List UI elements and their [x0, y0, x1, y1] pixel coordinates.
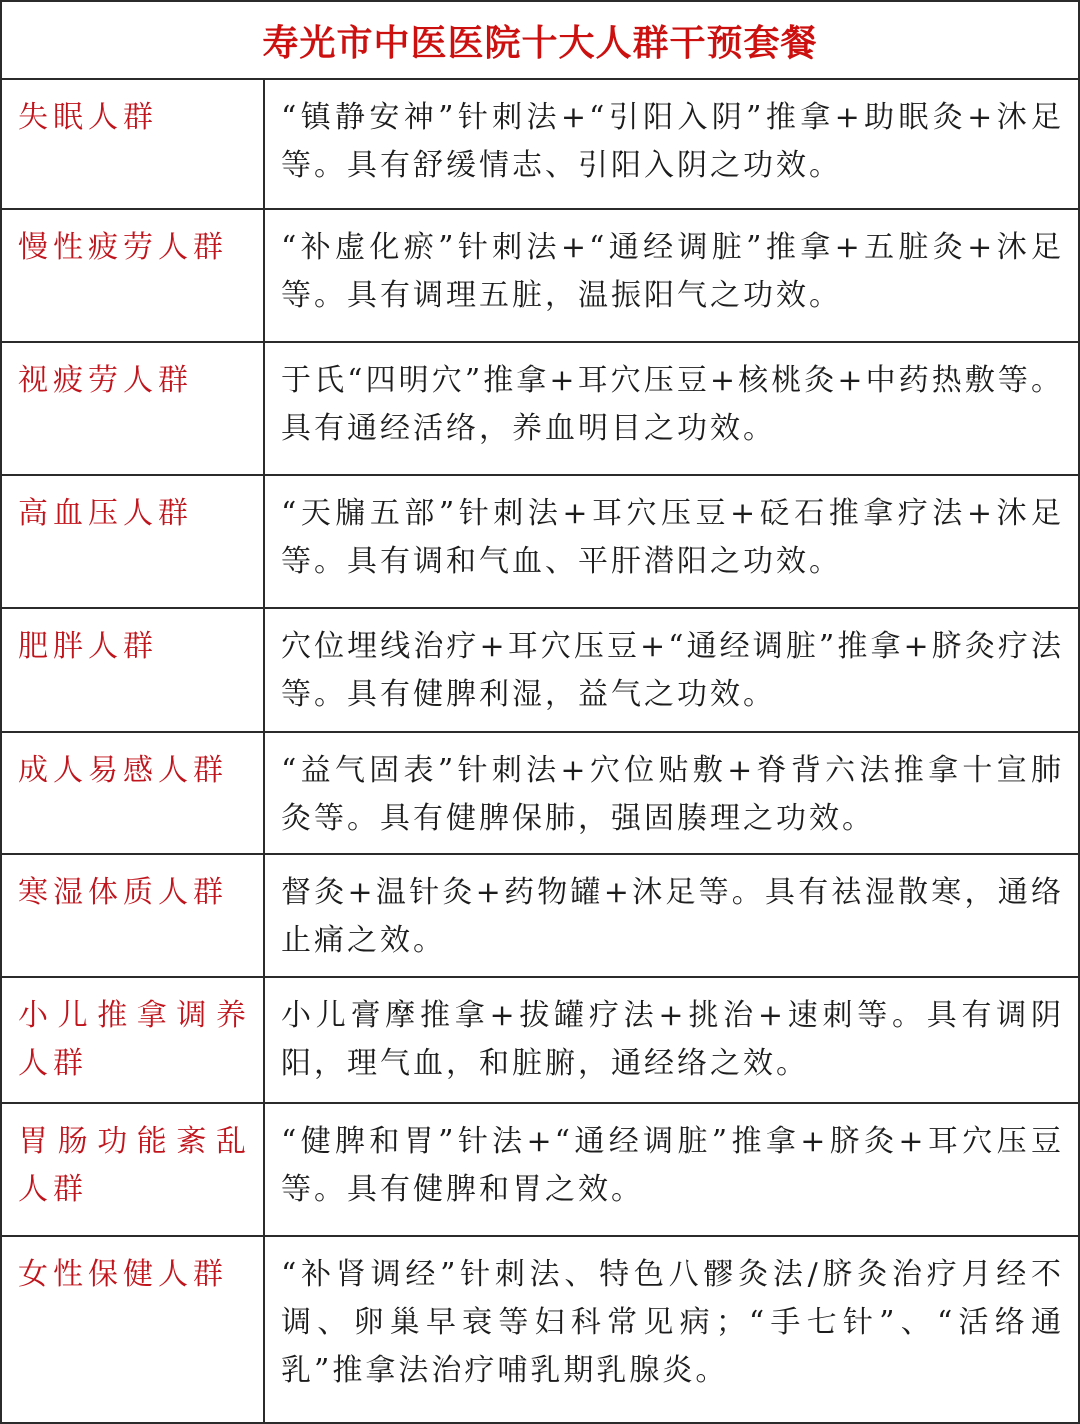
group-name: 肥胖人群: [1, 608, 264, 732]
package-description: “补肾调经”针刺法、特色八髎灸法/脐灸治疗月经不调、卵巢早衰等妇科常见病；“手七针”、“活络通乳”推拿法治疗哺乳期乳腺炎。: [264, 1236, 1079, 1423]
table-row: [1, 1103, 1079, 1236]
group-name: 失眠人群: [1, 79, 264, 209]
table-row: [1, 1236, 1079, 1423]
group-name: 女性保健人群: [1, 1236, 264, 1423]
group-name: 成人易感人群: [1, 732, 264, 854]
table-row: [1, 977, 1079, 1103]
group-name: 慢性疲劳人群: [1, 209, 264, 342]
group-name: 寒湿体质人群: [1, 854, 264, 977]
package-description: “补虚化瘀”针刺法+“通经调脏”推拿+五脏灸+沐足等。具有调理五脏，温振阳气之功效。: [264, 209, 1079, 342]
table-row: [1, 608, 1079, 732]
package-description: 于氏“四明穴”推拿+耳穴压豆+核桃灸+中药热敷等。具有通经活络，养血明目之功效。: [264, 342, 1079, 475]
table-row: [1, 854, 1079, 977]
group-name: 视疲劳人群: [1, 342, 264, 475]
group-name: 高血压人群: [1, 475, 264, 608]
package-description: 督灸+温针灸+药物罐+沐足等。具有祛湿散寒，通络止痛之效。: [264, 854, 1079, 977]
table-title: 寿光市中医医院十大人群干预套餐: [1, 1, 1079, 79]
package-description: “天牖五部”针刺法+耳穴压豆+砭石推拿疗法+沐足等。具有调和气血、平肝潜阳之功效。: [264, 475, 1079, 608]
group-name: 胃肠功能紊乱人群: [1, 1103, 264, 1236]
table-row: [1, 475, 1079, 608]
table-row: [1, 342, 1079, 475]
package-description: 小儿膏摩推拿+拔罐疗法+挑治+速刺等。具有调阴阳，理气血，和脏腑，通经络之效。: [264, 977, 1079, 1103]
table-row: [1, 209, 1079, 342]
package-description: “镇静安神”针刺法+“引阳入阴”推拿+助眠灸+沐足等。具有舒缓情志、引阳入阴之功效。: [264, 79, 1079, 209]
package-description: “健脾和胃”针法+“通经调脏”推拿+脐灸+耳穴压豆等。具有健脾和胃之效。: [264, 1103, 1079, 1236]
package-description: 穴位埋线治疗+耳穴压豆+“通经调脏”推拿+脐灸疗法等。具有健脾利湿，益气之功效。: [264, 608, 1079, 732]
package-description: “益气固表”针刺法+穴位贴敷+脊背六法推拿十宣肺灸等。具有健脾保肺，强固腠理之功效。: [264, 732, 1079, 854]
table-row: [1, 79, 1079, 209]
group-name: 小儿推拿调养人群: [1, 977, 264, 1103]
title-row: [1, 1, 1079, 79]
table-row: [1, 732, 1079, 854]
